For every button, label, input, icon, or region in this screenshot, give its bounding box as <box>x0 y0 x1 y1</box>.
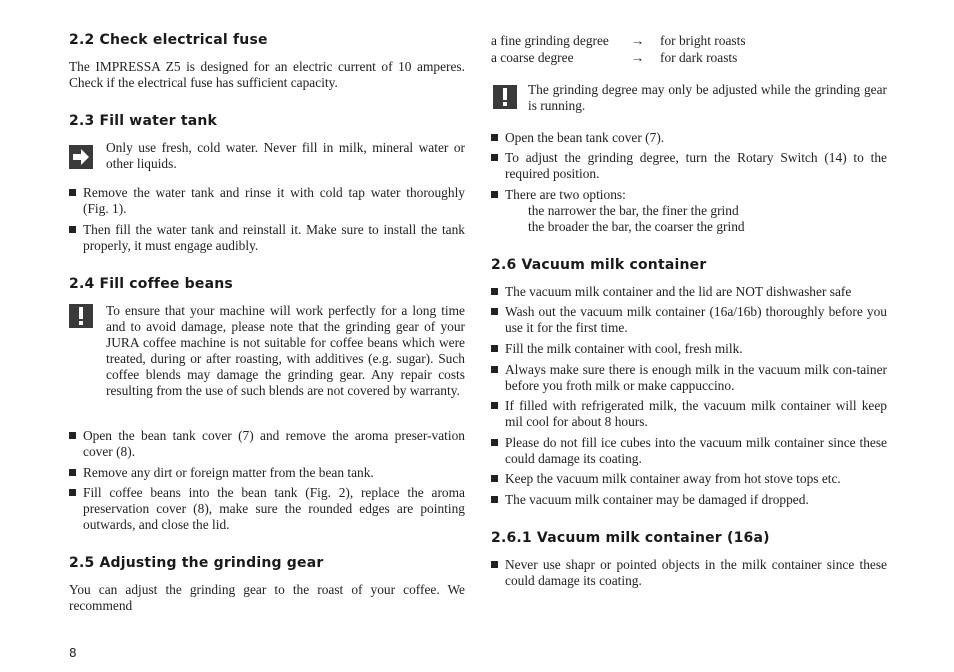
list-item: Remove any dirt or foreign matter from the bean tank. <box>69 465 465 481</box>
bullet-square-icon <box>491 561 498 568</box>
heading-vacuum-milk-16a: 2.6.1 Vacuum milk container (16a) <box>491 530 770 546</box>
grinding-text: You can adjust the grinding gear to the roast of your coffee. We recommend <box>69 582 465 613</box>
arrow-glyph: → <box>631 50 645 65</box>
bullet-square-icon <box>491 345 498 352</box>
list-item: There are two options: <box>491 187 887 203</box>
bullet-square-icon <box>69 189 76 196</box>
bullet-square-icon <box>69 432 76 439</box>
bullet-square-icon <box>69 469 76 476</box>
table-cell: a fine grinding degree <box>491 33 609 48</box>
list-item: Then fill the water tank and reinstall it. Make sure to install the tank properly, it must engage audibly. <box>69 222 465 254</box>
option-line: the narrower the bar, the finer the grind <box>528 203 739 218</box>
heading-vacuum-milk: 2.6 Vacuum milk container <box>491 257 707 273</box>
list-item: The vacuum milk container and the lid are NOT dishwasher safe <box>491 284 887 300</box>
water-note: Only use fresh, cold water. Never fill in milk, mineral water or other liquids. <box>106 140 465 171</box>
list-item: Fill the milk container with cool, fresh milk. <box>491 341 887 357</box>
option-line: the broader the bar, the coarser the grind <box>528 219 745 234</box>
list-item: Open the bean tank cover (7). <box>491 130 887 146</box>
list-item: Never use shapr or pointed objects in the milk container since these could damage its coating. <box>491 557 887 589</box>
table-cell: for dark roasts <box>660 50 738 65</box>
bullet-square-icon <box>491 439 498 446</box>
bullet-square-icon <box>491 154 498 161</box>
bullet-square-icon <box>491 191 498 198</box>
bullet-square-icon <box>491 496 498 503</box>
heading-fill-beans: 2.4 Fill coffee beans <box>69 276 233 292</box>
table-cell: for bright roasts <box>660 33 746 48</box>
bullet-square-icon <box>491 308 498 315</box>
arrow-glyph: → <box>631 33 645 48</box>
bullet-square-icon <box>491 288 498 295</box>
grinding-warning: The grinding degree may only be adjusted while the grinding gear is running. <box>528 82 887 113</box>
bullet-square-icon <box>69 226 76 233</box>
page-number: 8 <box>69 646 77 660</box>
list-item: Wash out the vacuum milk container (16a/16b) thoroughly before you use it for the first time. <box>491 304 887 336</box>
bullet-square-icon <box>491 402 498 409</box>
bullet-square-icon <box>491 134 498 141</box>
list-item: If filled with refrigerated milk, the vacuum milk container will keep mil cool for about 8 hours. <box>491 398 887 430</box>
fuse-text: The IMPRESSA Z5 is designed for an electric current of 10 amperes. Check if the electrical fuse has sufficient capacity. <box>69 59 465 90</box>
list-item: Open the bean tank cover (7) and remove the aroma preser-vation cover (8). <box>69 428 465 460</box>
heading-fill-water: 2.3 Fill water tank <box>69 113 218 129</box>
arrow-right-icon <box>69 145 93 169</box>
list-item: To adjust the grinding degree, turn the Rotary Switch (14) to the required position. <box>491 150 887 182</box>
bullet-square-icon <box>491 366 498 373</box>
list-item: Please do not fill ice cubes into the vacuum milk container since these could damage its coating. <box>491 435 887 467</box>
list-item: Fill coffee beans into the bean tank (Fig. 2), replace the aroma preservation cover (8), make sure the rounded edges are pointing outwards, and close the lid. <box>69 485 465 533</box>
bullet-square-icon <box>69 489 76 496</box>
exclamation-icon <box>69 304 93 328</box>
list-item: The vacuum milk container may be damaged if dropped. <box>491 492 887 508</box>
heading-check-fuse: 2.2 Check electrical fuse <box>69 32 268 48</box>
table-cell: a coarse degree <box>491 50 574 65</box>
bullet-square-icon <box>491 475 498 482</box>
list-item: Keep the vacuum milk container away from hot stove tops etc. <box>491 471 887 487</box>
list-item: Always make sure there is enough milk in the vacuum milk con-tainer before you froth milk or make cappuccino. <box>491 362 887 394</box>
heading-grinding-gear: 2.5 Adjusting the grinding gear <box>69 555 324 571</box>
exclamation-icon <box>493 85 517 109</box>
list-item: Remove the water tank and rinse it with cold tap water thoroughly (Fig. 1). <box>69 185 465 217</box>
beans-warning: To ensure that your machine will work perfectly for a long time and to avoid damage, please note that the grinding gear of your JURA coffee machine is not suitable for coffee beans which were treated, during or after roasting, with additives (e.g. sugar). Such coffee blends may damage the grinding gear. Any repair costs resulting from the use of such blends are not covered by warranty. <box>106 303 465 398</box>
